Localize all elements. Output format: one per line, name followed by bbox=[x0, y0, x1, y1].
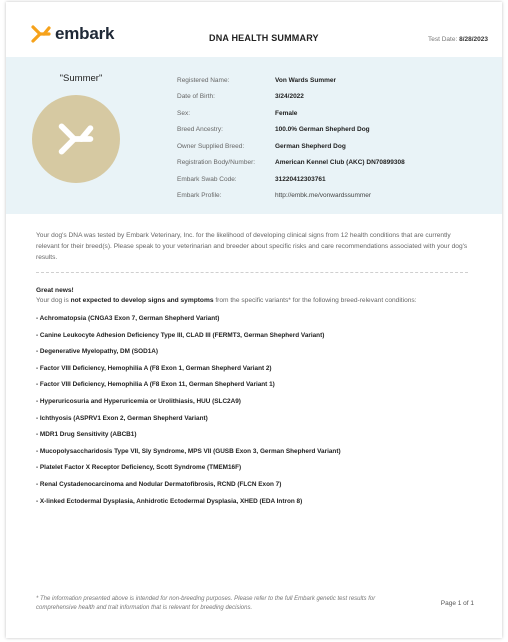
lead-suffix: from the specific variants* for the following breed-relevant conditions: bbox=[213, 297, 417, 304]
condition-item: - Factor VIII Deficiency, Hemophilia A (F8 Exon 11, German Shepherd Variant 1) bbox=[36, 381, 275, 389]
footnote: * The information presented above is intended for non-breeding purposes. Please refer to the full Embark genetic test results for comprehensive health and trait information that is relevant for breeding decisions. bbox=[36, 596, 376, 611]
condition-item: - Factor VIII Deficiency, Hemophilia A (F8 Exon 1, German Shepherd Variant 2) bbox=[36, 364, 272, 372]
test-date bbox=[428, 36, 488, 43]
condition-item: - Ichthyosis (ASPRV1 Exon 2, German Shepherd Variant) bbox=[36, 414, 208, 422]
condition-item: - Mucopolysaccharidosis Type VII, Sly Syndrome, MPS VII (GUSB Exon 3, German Shepherd Variant) bbox=[36, 447, 341, 455]
field-label: Registered Name: bbox=[177, 76, 230, 84]
field-registered-name bbox=[177, 72, 405, 89]
field-label: Registration Body/Number: bbox=[177, 159, 256, 167]
field-date-of-birth bbox=[177, 89, 405, 106]
field-label: Owner Supplied Breed: bbox=[177, 142, 245, 150]
dog-profile-section bbox=[6, 57, 502, 214]
condition-item: - Platelet Factor X Receptor Deficiency, Scott Syndrome (TMEM16F) bbox=[36, 464, 242, 472]
field-swab-code bbox=[177, 171, 405, 188]
field-label: Embark Profile: bbox=[177, 192, 222, 200]
field-label: Date of Birth: bbox=[177, 93, 215, 101]
lead-bold: not expected to develop signs and symptoms bbox=[70, 297, 214, 304]
lead-prefix: Your dog is bbox=[36, 297, 71, 304]
field-owner-supplied-breed bbox=[177, 138, 405, 155]
field-value: 3/24/2022 bbox=[275, 93, 304, 101]
results-heading: Great news! bbox=[36, 287, 74, 294]
field-value: Von Wards Summer bbox=[275, 76, 337, 84]
results-lead bbox=[36, 297, 476, 304]
field-sex bbox=[177, 105, 405, 122]
condition-item: - X-linked Ectodermal Dysplasia, Anhidrotic Ectodermal Dysplasia, XHED (EDA Intron 8) bbox=[36, 497, 303, 505]
test-date-label: Test Date: bbox=[428, 36, 458, 43]
condition-item: - Renal Cystadenocarcinoma and Nodular Dermatofibrosis, RCND (FLCN Exon 7) bbox=[36, 480, 282, 488]
embark-logo bbox=[30, 24, 114, 44]
intro-paragraph: Your dog's DNA was tested by Embark Veterinary, Inc. for the likelihood of developing clinical signs from 12 health conditions that are currently relevant for their breed(s). Please speak to your veterinarian and breeder about specific risks and care recommendations associated with your dog's results. bbox=[36, 232, 468, 261]
field-breed-ancestry bbox=[177, 122, 405, 139]
condition-item: - Canine Leukocyte Adhesion Deficiency Type III, CLAD III (FERMT3, German Shepherd Variant) bbox=[36, 331, 325, 339]
logo-text: embark bbox=[55, 24, 115, 43]
condition-item: - Degenerative Myelopathy, DM (SOD1A) bbox=[36, 348, 159, 356]
field-value: Female bbox=[275, 109, 298, 117]
condition-item: - Achromatopsia (CNGA3 Exon 7, German Shepherd Variant) bbox=[36, 315, 220, 322]
field-label: Breed Ancestry: bbox=[177, 126, 223, 134]
profile-fields bbox=[177, 72, 405, 204]
embark-dog-icon bbox=[56, 121, 96, 157]
results-section bbox=[36, 287, 476, 513]
page-title: DNA HEALTH SUMMARY bbox=[209, 33, 319, 43]
condition-list bbox=[36, 314, 476, 513]
field-registration bbox=[177, 155, 405, 172]
embark-logo-icon bbox=[30, 24, 52, 44]
field-value: German Shepherd Dog bbox=[275, 142, 346, 150]
page-number: Page 1 of 1 bbox=[440, 600, 474, 607]
dog-name: "Summer" bbox=[59, 73, 103, 84]
test-date-value: 8/28/2023 bbox=[459, 36, 488, 43]
condition-item: - Hyperuricosuria and Hyperuricemia or Urolithiasis, HUU (SLC2A9) bbox=[36, 397, 241, 405]
field-label: Embark Swab Code: bbox=[177, 175, 237, 183]
divider bbox=[36, 272, 468, 273]
report-page bbox=[6, 2, 502, 638]
report-header bbox=[6, 2, 502, 57]
condition-item: - MDR1 Drug Sensitivity (ABCB1) bbox=[36, 431, 137, 439]
embark-profile-link[interactable]: http://embk.me/vonwardssummer bbox=[275, 192, 372, 200]
avatar bbox=[32, 95, 120, 183]
field-value: 100.0% German Shepherd Dog bbox=[275, 126, 370, 134]
field-value: American Kennel Club (AKC) DN70899308 bbox=[275, 159, 405, 167]
field-embark-profile bbox=[177, 188, 405, 205]
field-label: Sex: bbox=[177, 109, 191, 117]
field-value: 31220412303761 bbox=[275, 175, 326, 183]
